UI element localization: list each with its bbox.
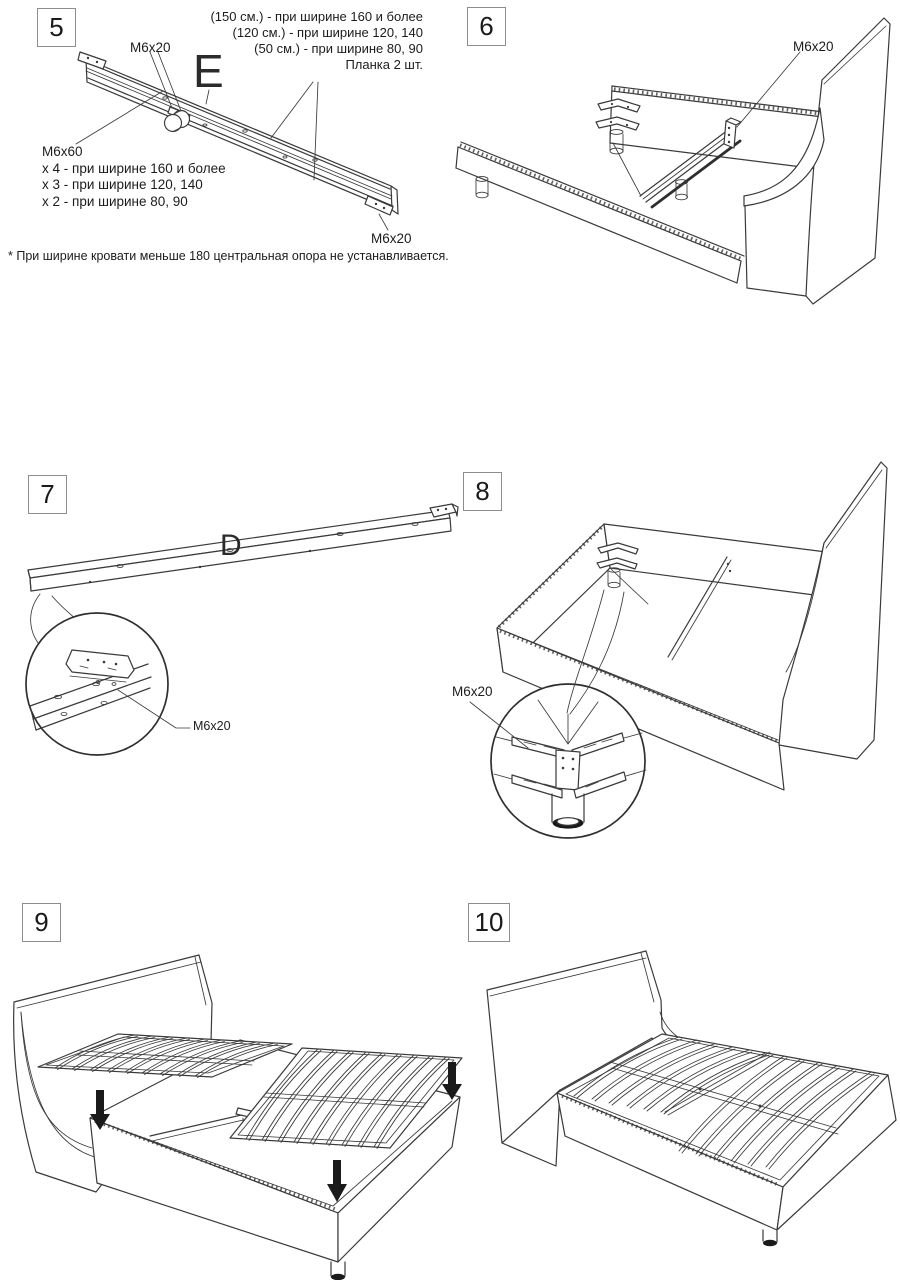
spec-line: (150 см.) - при ширине 160 и более — [210, 9, 423, 24]
bolt-label-m6x20: M6x20 — [130, 40, 171, 55]
step-number-text: 9 — [34, 907, 49, 937]
part-letter-d: D — [220, 529, 242, 562]
spec-line: x 2 - при ширине 80, 90 — [42, 193, 188, 209]
end-bracket-right — [365, 196, 393, 215]
plank-length-options — [210, 9, 423, 73]
center-leg — [165, 107, 191, 132]
spec-line: (120 см.) - при ширине 120, 140 — [232, 25, 423, 40]
step-number-7 — [28, 475, 67, 514]
headboard — [744, 18, 890, 304]
center-rail-e — [613, 118, 741, 207]
step-number-text: 8 — [475, 476, 490, 506]
bolt-label-m6x20: M6x20 — [193, 719, 231, 733]
foot-rail — [456, 142, 744, 283]
step10-illustration — [487, 951, 896, 1246]
part-letter-e: E — [193, 45, 224, 97]
bed-base — [557, 1034, 896, 1246]
step-number-9 — [22, 903, 61, 942]
step-number-text: 7 — [40, 479, 55, 509]
spec-line: x 4 - при ширине 160 и более — [42, 160, 226, 176]
step7-illustration — [26, 504, 458, 755]
screw-count-options — [42, 144, 226, 210]
step-number-10 — [468, 903, 510, 942]
side-rail-d — [28, 504, 458, 591]
headboard — [779, 462, 887, 759]
leader-line — [737, 52, 800, 127]
spec-title: M6x60 — [42, 144, 83, 159]
step9-illustration — [14, 955, 462, 1280]
step-number-text: 10 — [474, 907, 504, 937]
step-number-5 — [37, 8, 76, 47]
step-number-text: 5 — [49, 12, 64, 42]
step-number-6 — [467, 7, 506, 46]
spec-line: x 3 - при ширине 120, 140 — [42, 177, 203, 192]
bolt-label-m6x20: M6x20 — [371, 231, 412, 246]
footnote: * При ширине кровати меньше 180 центральная опора не устанавливается. — [8, 249, 449, 263]
end-bracket-left — [78, 52, 106, 69]
spec-line: (50 см.) - при ширине 80, 90 — [254, 41, 423, 56]
spec-line: Планка 2 шт. — [345, 57, 423, 72]
bolt-label-m6x20: M6x20 — [452, 684, 493, 699]
bolt-label-m6x20: M6x20 — [793, 39, 834, 54]
step6-illustration — [456, 18, 890, 304]
step-number-8 — [463, 472, 502, 511]
step-number-text: 6 — [479, 11, 494, 41]
step8-illustration — [470, 462, 887, 838]
magnifier-circle — [26, 613, 168, 755]
